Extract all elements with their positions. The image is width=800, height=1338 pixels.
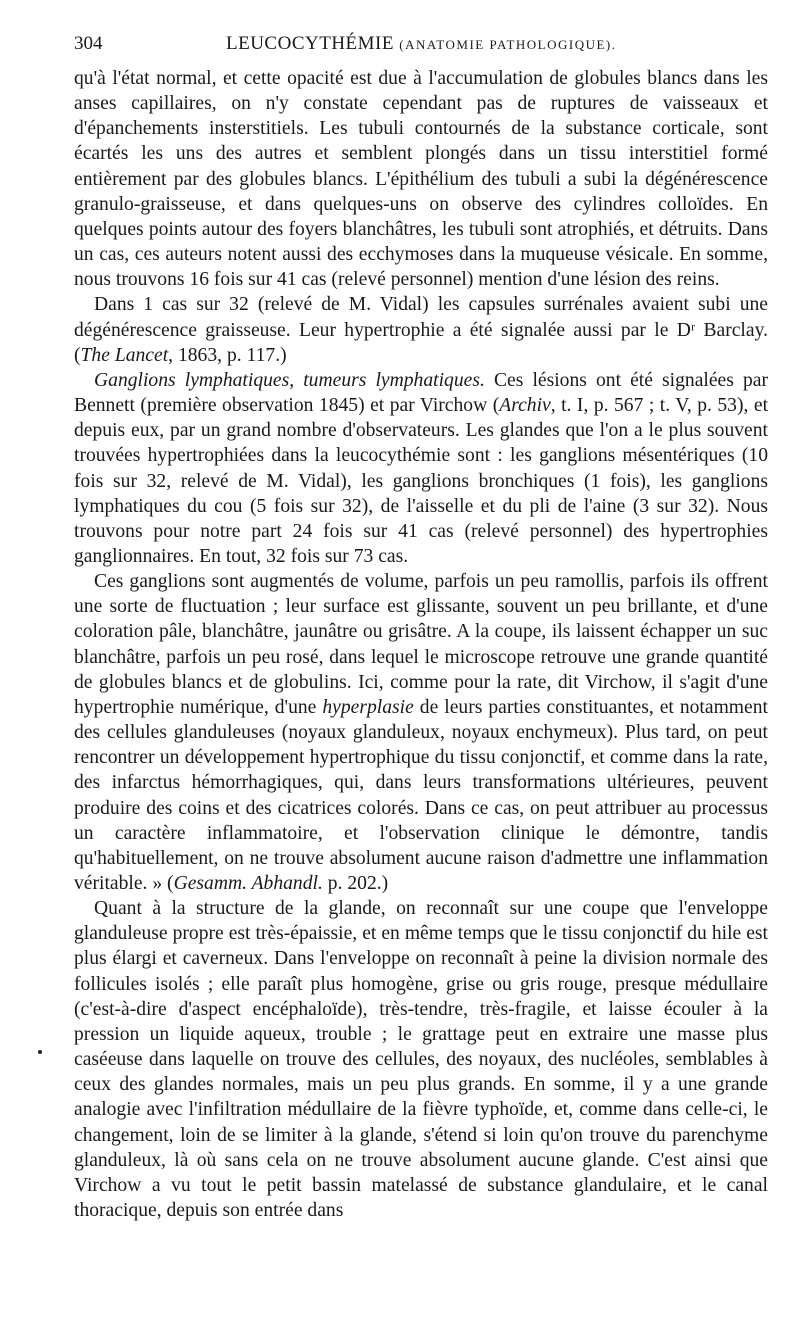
text-run: Ces ganglions sont augmentés de volume, parfois un peu ramollis, parfois ils offrent une sorte de fluctuation ; leur surface est glissante, souvent un peu brillante, et d'une coloration pâle, blanchâtre, jaunâtre ou grisâtre. A la coupe, ils laissent échapper un suc blanchâtre, parfois un peu rosé, dans lequel le microscope retrouve une grande quantité de globules blancs et de globulins. Ici, comme pour la rate, dit Virchow, il s'agit d'une hypertrophie numérique, d'une [74,571,768,718]
text-run: de leurs parties constituantes, et notamment des cellules glanduleuses (noyaux glanduleux, noyaux enchymeux). Plus tard, on peut rencontrer un développement hypertrophique du tissu conjonctif, et comme dans la rate, des infarctus hémorrhagiques, qui, dans leurs transformations ultérieures, peuvent produire des coins et des cicatrices colorés. Dans ce cas, on peut attribuer au processus un caractère inflammatoire, et l'observation clinique le démontre, tandis qu'habituellement, on ne trouve absolument aucune raison d'admettre une inflammation véritable. » ( [74,696,768,894]
page-number: 304 [74,33,103,54]
paragraph-gland-structure [74,896,768,1223]
running-header [74,30,768,58]
text-run: qu'à l'état normal, et cette opacité est due à l'accumulation de globules blancs dans les anses capillaires, on n'y constate cependant pas de ruptures de vaisseaux et d'épanchements insterstitiels. Les tubuli contournés de la substance corticale, sont écartés les uns des autres et semblent plongés dans un tissu interstitiel formé entièrement par des globules blancs. L'épithélium des tubuli a subi la dégénérescence granulo-graisseuse, et dans quelques-uns on observe des cylindres colloïdes. En quelques points autour des foyers blanchâtres, les tubuli sont atrophiés, et détruits. Dans un cas, ces auteurs notent aussi des ecchymoses dans la muqueuse vésicale. En somme, nous trouvons 16 fois sur 41 cas (relevé personnel) mention d'une lésion des reins. [74,68,768,291]
paragraph-lymph-node-appearance [74,569,768,896]
margin-ink-dot [38,1050,42,1054]
text-run: , 1863, p. 117.) [168,344,287,366]
section-heading: Ganglions lymphatiques, tumeurs lymphatiques. [94,369,485,391]
paragraph-lymph-nodes [74,368,768,569]
book-page [74,30,768,1330]
running-title-subtitle: (ANATOMIE PATHOLOGIQUE). [399,37,617,52]
journal-title: Archiv [499,395,551,417]
emphasized-term: hyperplasie [322,696,414,718]
paragraph-adrenal-capsules [74,292,768,367]
paragraph-kidney-continuation [74,66,768,292]
body-text [74,66,768,1223]
text-run: p. 202.) [322,873,389,894]
running-title-main: LEUCOCYTHÉMIE [226,33,394,54]
journal-title: The Lancet [80,344,169,366]
text-run: Dans 1 cas sur 32 (relevé de M. Vidal) les capsules surrénales avaient subi une dégénérescence graisseuse. Leur hypertrophie a été signalée aussi par le Dʳ Barclay. ( [74,294,768,366]
running-title [226,30,617,59]
text-run: , t. I, p. 567 ; t. V, p. 53), et depuis eux, par un grand nombre d'observateurs. Les glandes que l'on a le plus souvent trouvées hypertrophiées dans la leucocythémie sont : les ganglions mésentériques (10 fois sur 32, relevé de M. Vidal), les ganglions bronchiques (1 fois), les ganglions lymphatiques du cou (5 fois sur 32), de l'aisselle et du pli de l'aine (3 sur 32). Nous trouvons pour notre part 24 fois sur 41 cas (relevé personnel) des hypertrophies ganglionnaires. En tout, 32 fois sur 73 cas. [74,395,769,567]
journal-title: Gesamm. Abhandl. [173,873,323,894]
text-run: Quant à la structure de la glande, on reconnaît sur une coupe que l'enveloppe glanduleuse propre est très-épaissie, et en même temps que le tissu conjonctif du hile est plus élargi et caverneux. Dans l'enveloppe on reconnaît à peine la division normale des follicules isolés ; elle paraît plus homogène, grise ou gris rouge, presque médullaire (c'est-à-dire d'aspect encéphaloïde), très-tendre, très-fragile, et laisse écouler à la pression un liquide aqueux, trouble ; le grattage peut en extraire une masse plus caséeuse dans laquelle on trouve des cellules, des noyaux, des nucléoles, semblables à ceux des glandes normales, mais un peu plus grands. En somme, il y a une grande analogie avec l'infiltration médullaire de la fièvre typhoïde, et, comme dans celle-ci, le changement, loin de se limiter à la glande, s'étend si loin qu'on trouve du parenchyme glanduleux, là où sans cela on ne trouve absolument aucune glande. C'est ainsi que Virchow a vu tout le petit bassin matelassé de substance glandulaire, et le canal thoracique, depuis son entrée dans [74,898,768,1222]
text-run: Ces lésions ont été signalées par Bennett (première observation 1845) et par Virchow ( [74,369,768,417]
